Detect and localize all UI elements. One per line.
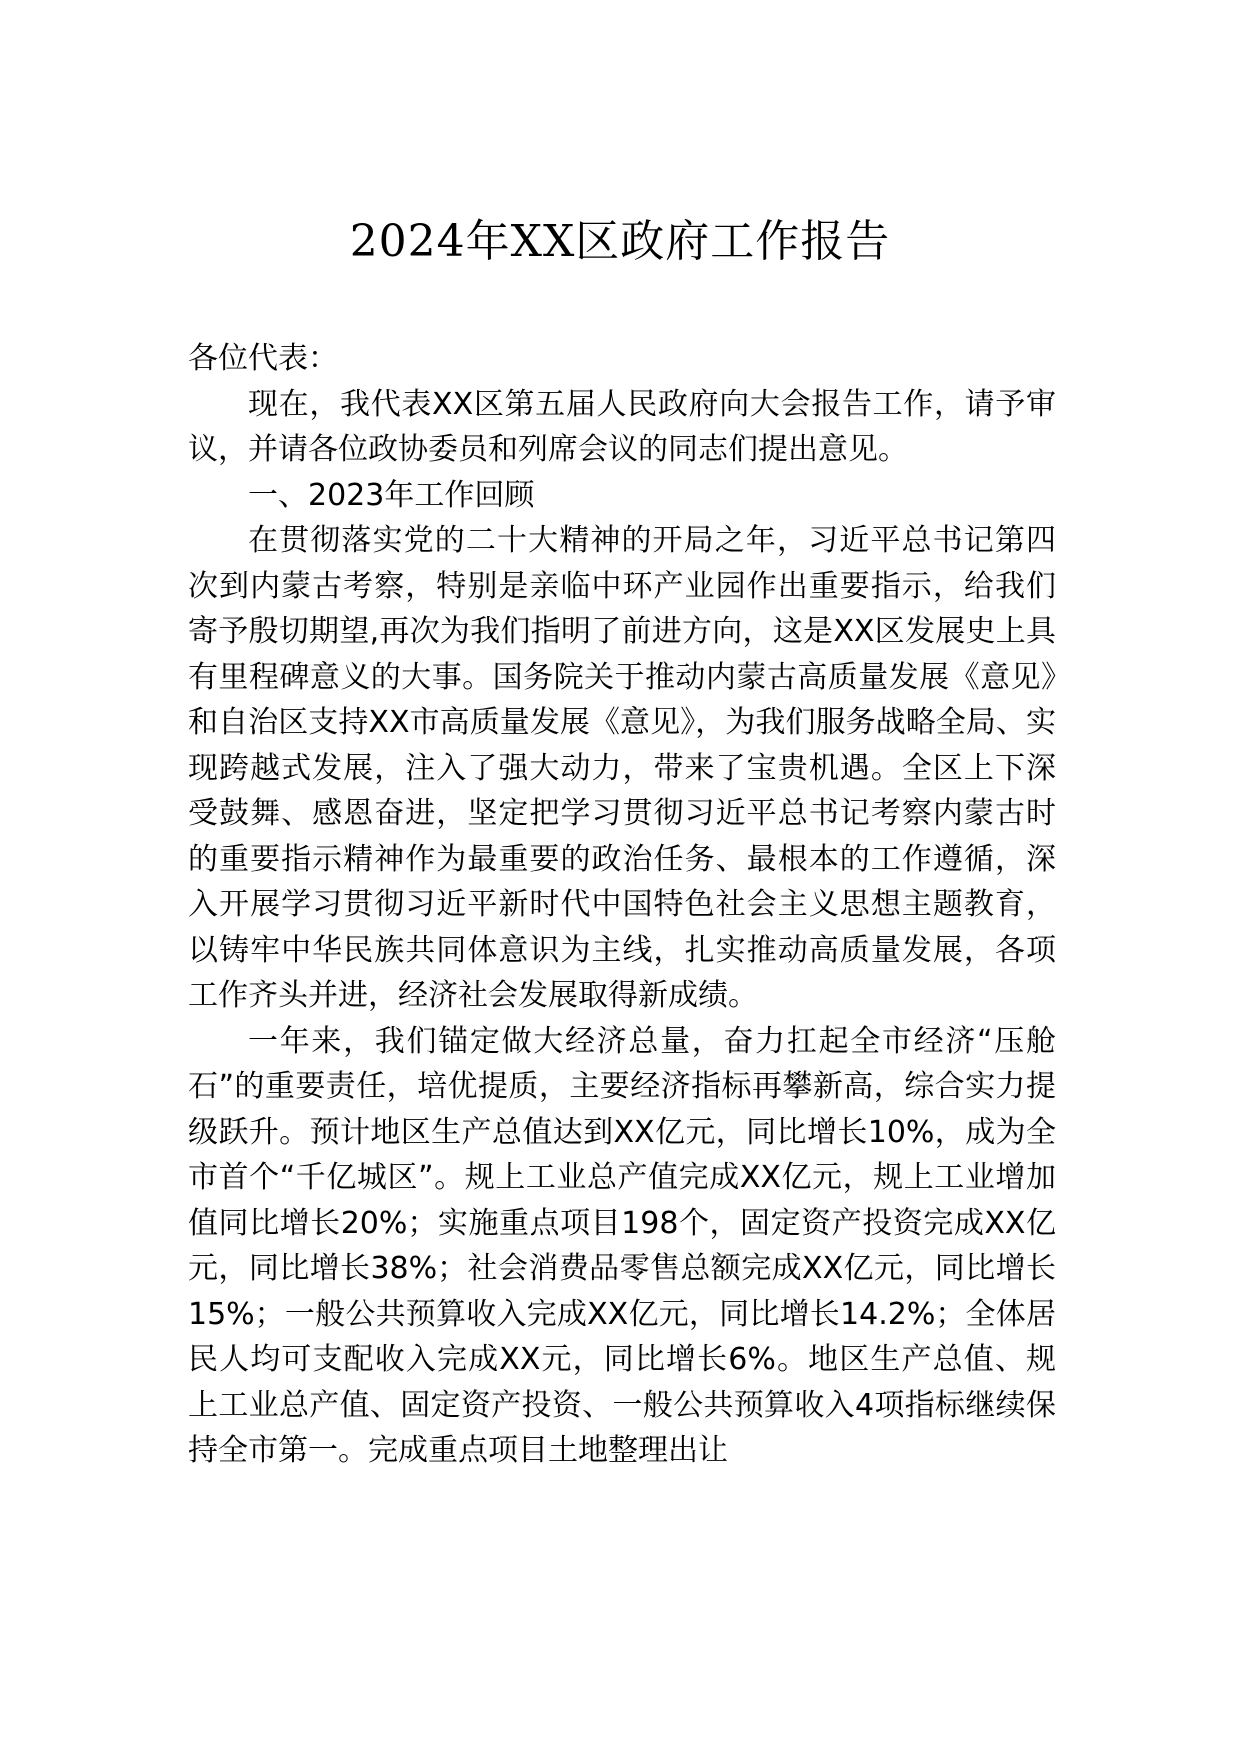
paragraph-intro: 现在，我代表XX区第五届人民政府向大会报告工作，请予审议，并请各位政协委员和列席会议的同志们提出意见。 [188, 386, 1056, 467]
salutation: 各位代表： [188, 341, 338, 376]
section-heading-work-review: 一、2023年工作回顾 [248, 477, 535, 513]
document-body [188, 336, 1056, 1474]
paragraph-economic-indicators: 一年来，我们锚定做大经济总量，奋力扛起全市经济“压舱石”的重要责任，培优提质，主要经济指标再攀新高，综合实力提级跃升。预计地区生产总值达到XX亿元，同比增长10%，成为全市首个“千亿城区”。规上工业总产值完成XX亿元，规上工业增加值同比增长20%；实施重点项目198个，固定资产投资完成XX亿元，同比增长38%；社会消费品零售总额完成XX亿元，同比增长15%；一般公共预算收入完成XX亿元，同比增长14.2%；全体居民人均可支配收入完成XX元，同比增长6%。地区生产总值、规上工业总产值、固定资产投资、一般公共预算收入4项指标继续保持全市第一。完成重点项目土地整理出让 [188, 1023, 1056, 1468]
paragraph-context: 在贯彻落实党的二十大精神的开局之年，习近平总书记第四次到内蒙古考察，特别是亲临中环产业园作出重要指示，给我们寄予殷切期望,再次为我们指明了前进方向，这是XX区发展史上具有里程碑意义的大事。国务院关于推动内蒙古高质量发展《意见》和自治区支持XX市高质量发展《意见》，为我们服务战略全局、实现跨越式发展，注入了强大动力，带来了宝贵机遇。全区上下深受鼓舞、感恩奋进，坚定把学习贯彻习近平总书记考察内蒙古时的重要指示精神作为最重要的政治任务、最根本的工作遵循，深入开展学习贯彻习近平新时代中国特色社会主义思想主题教育，以铸牢中华民族共同体意识为主线，扎实推动高质量发展，各项工作齐头并进，经济社会发展取得新成绩。 [188, 523, 1056, 1013]
document-title: 2024年XX区政府工作报告 [349, 216, 891, 267]
